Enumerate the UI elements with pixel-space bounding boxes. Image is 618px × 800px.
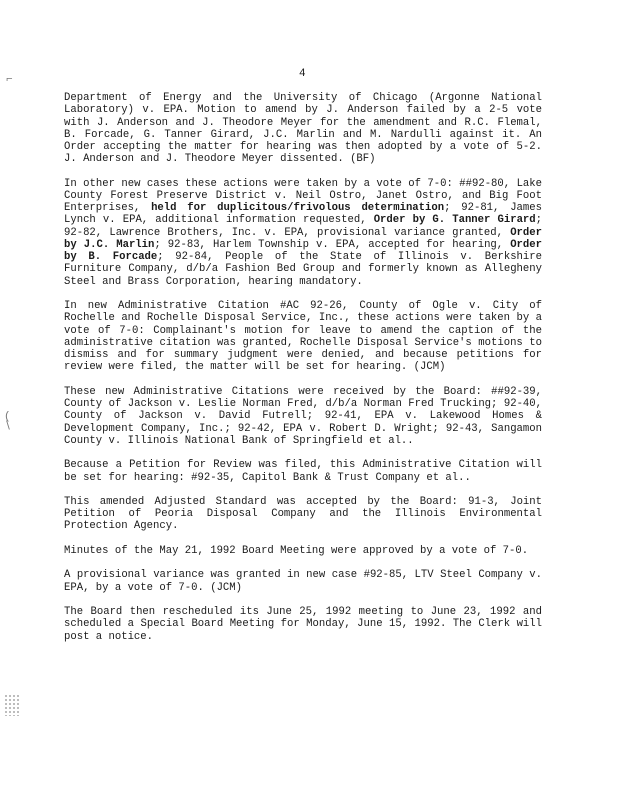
bold-text: held for duplicitous/frivolous determination [151, 202, 445, 215]
paragraph [64, 606, 542, 643]
bold-text: Order by B. Forcade [64, 238, 542, 264]
paragraph [64, 459, 542, 484]
paragraph-text: Minutes of the May 21, 1992 Board Meeting were approved by a vote of 7-0. [64, 544, 529, 557]
paragraph-text: ; 92-82, Lawrence Brothers, Inc. v. EPA, provisional variance granted, [64, 214, 542, 239]
paragraph-text: In other new cases these actions were taken by a vote of 7-0: ##92-80, Lake County Forest Preserve District v. Neil Ostro, Janet Ostro, and Big Foot Enterprises, [64, 177, 542, 215]
paragraph-text: Department of Energy and the University of Chicago (Argonne National Laboratory) v. EPA. Motion to amend by J. Anderson failed by a 2-5 vote with J. Anderson and J. Theodore Meyer for the amendment and R.C. Flemal, B. Forcade, G. Tanner Girard, J.C. Marlin and M. Nardulli against it. An Order accepting the matter for hearing was then adopted by a vote of 5-2. J. Anderson and J. Theodore Meyer dissented. (BF) [64, 92, 542, 166]
bold-text: Order by J.C. Marlin [64, 226, 542, 251]
paragraph [64, 545, 542, 557]
paragraph-text: This amended Adjusted Standard was accepted by the Board: 91-3, Joint Petition of Peoria Disposal Company and the Illinois Environmental Protection Agency. [64, 495, 542, 533]
paragraph-text: ; 92-83, Harlem Township v. EPA, accepted for hearing, [154, 238, 511, 251]
scan-margin-mark: ( ∖ [4, 411, 12, 433]
paragraph-text: In new Administrative Citation #AC 92-26, County of Ogle v. City of Rochelle and Rochelle Disposal Service, Inc., these actions were taken by a vote of 7-0: Complainant's motion for leave to amend the caption of the administrative citation was granted, Rochelle Disposal Service's motions to dismiss and for summary judgment were denied, and because petitions for review were filed, the matter will be set for hearing. (JCM) [64, 300, 542, 374]
paragraph-text: ; 92-81, James Lynch v. EPA, additional information requested, [64, 202, 542, 227]
paragraph-text: Because a Petition for Review was filed, this Administrative Citation will be set for hearing: #92-35, Capitol Bank & Trust Company et al.. [64, 459, 542, 484]
paragraph-text: ; 92-84, People of the State of Illinois v. Berkshire Furniture Company, d/b/a Fashion Bed Group and formerly known as Allegheny Steel and Brass Corporation, hearing mandatory. [64, 251, 542, 288]
scan-margin-mark: ⌐ [6, 74, 13, 86]
paragraph [64, 386, 542, 447]
paragraph [64, 569, 542, 594]
paragraph [64, 178, 542, 288]
bold-text: Order by G. Tanner Girard [373, 214, 536, 227]
paragraph [64, 92, 542, 166]
paragraph [64, 300, 542, 374]
document-body [64, 92, 542, 655]
scan-speckle [4, 694, 20, 716]
paragraph-text: A provisional variance was granted in new case #92-85, LTV Steel Company v. EPA, by a vote of 7-0. (JCM) [64, 569, 542, 594]
page-number: 4 [299, 68, 306, 80]
paragraph-text: These new Administrative Citations were received by the Board: ##92-39, County of Jackson v. Leslie Norman Fred, d/b/a Norman Fred Trucking; 92-40, County of Jackson v. David Futrell; 92-41, EPA v. Lakewood Homes & Development Company, Inc.; 92-42, EPA v. Robert D. Wright; 92-43, Sangamon County v. Illinois National Bank of Springfield et al.. [64, 385, 542, 447]
paragraph-text: The Board then rescheduled its June 25, 1992 meeting to June 23, 1992 and scheduled a Special Board Meeting for Monday, June 15, 1992. The Clerk will post a notice. [64, 606, 542, 643]
paragraph [64, 496, 542, 533]
